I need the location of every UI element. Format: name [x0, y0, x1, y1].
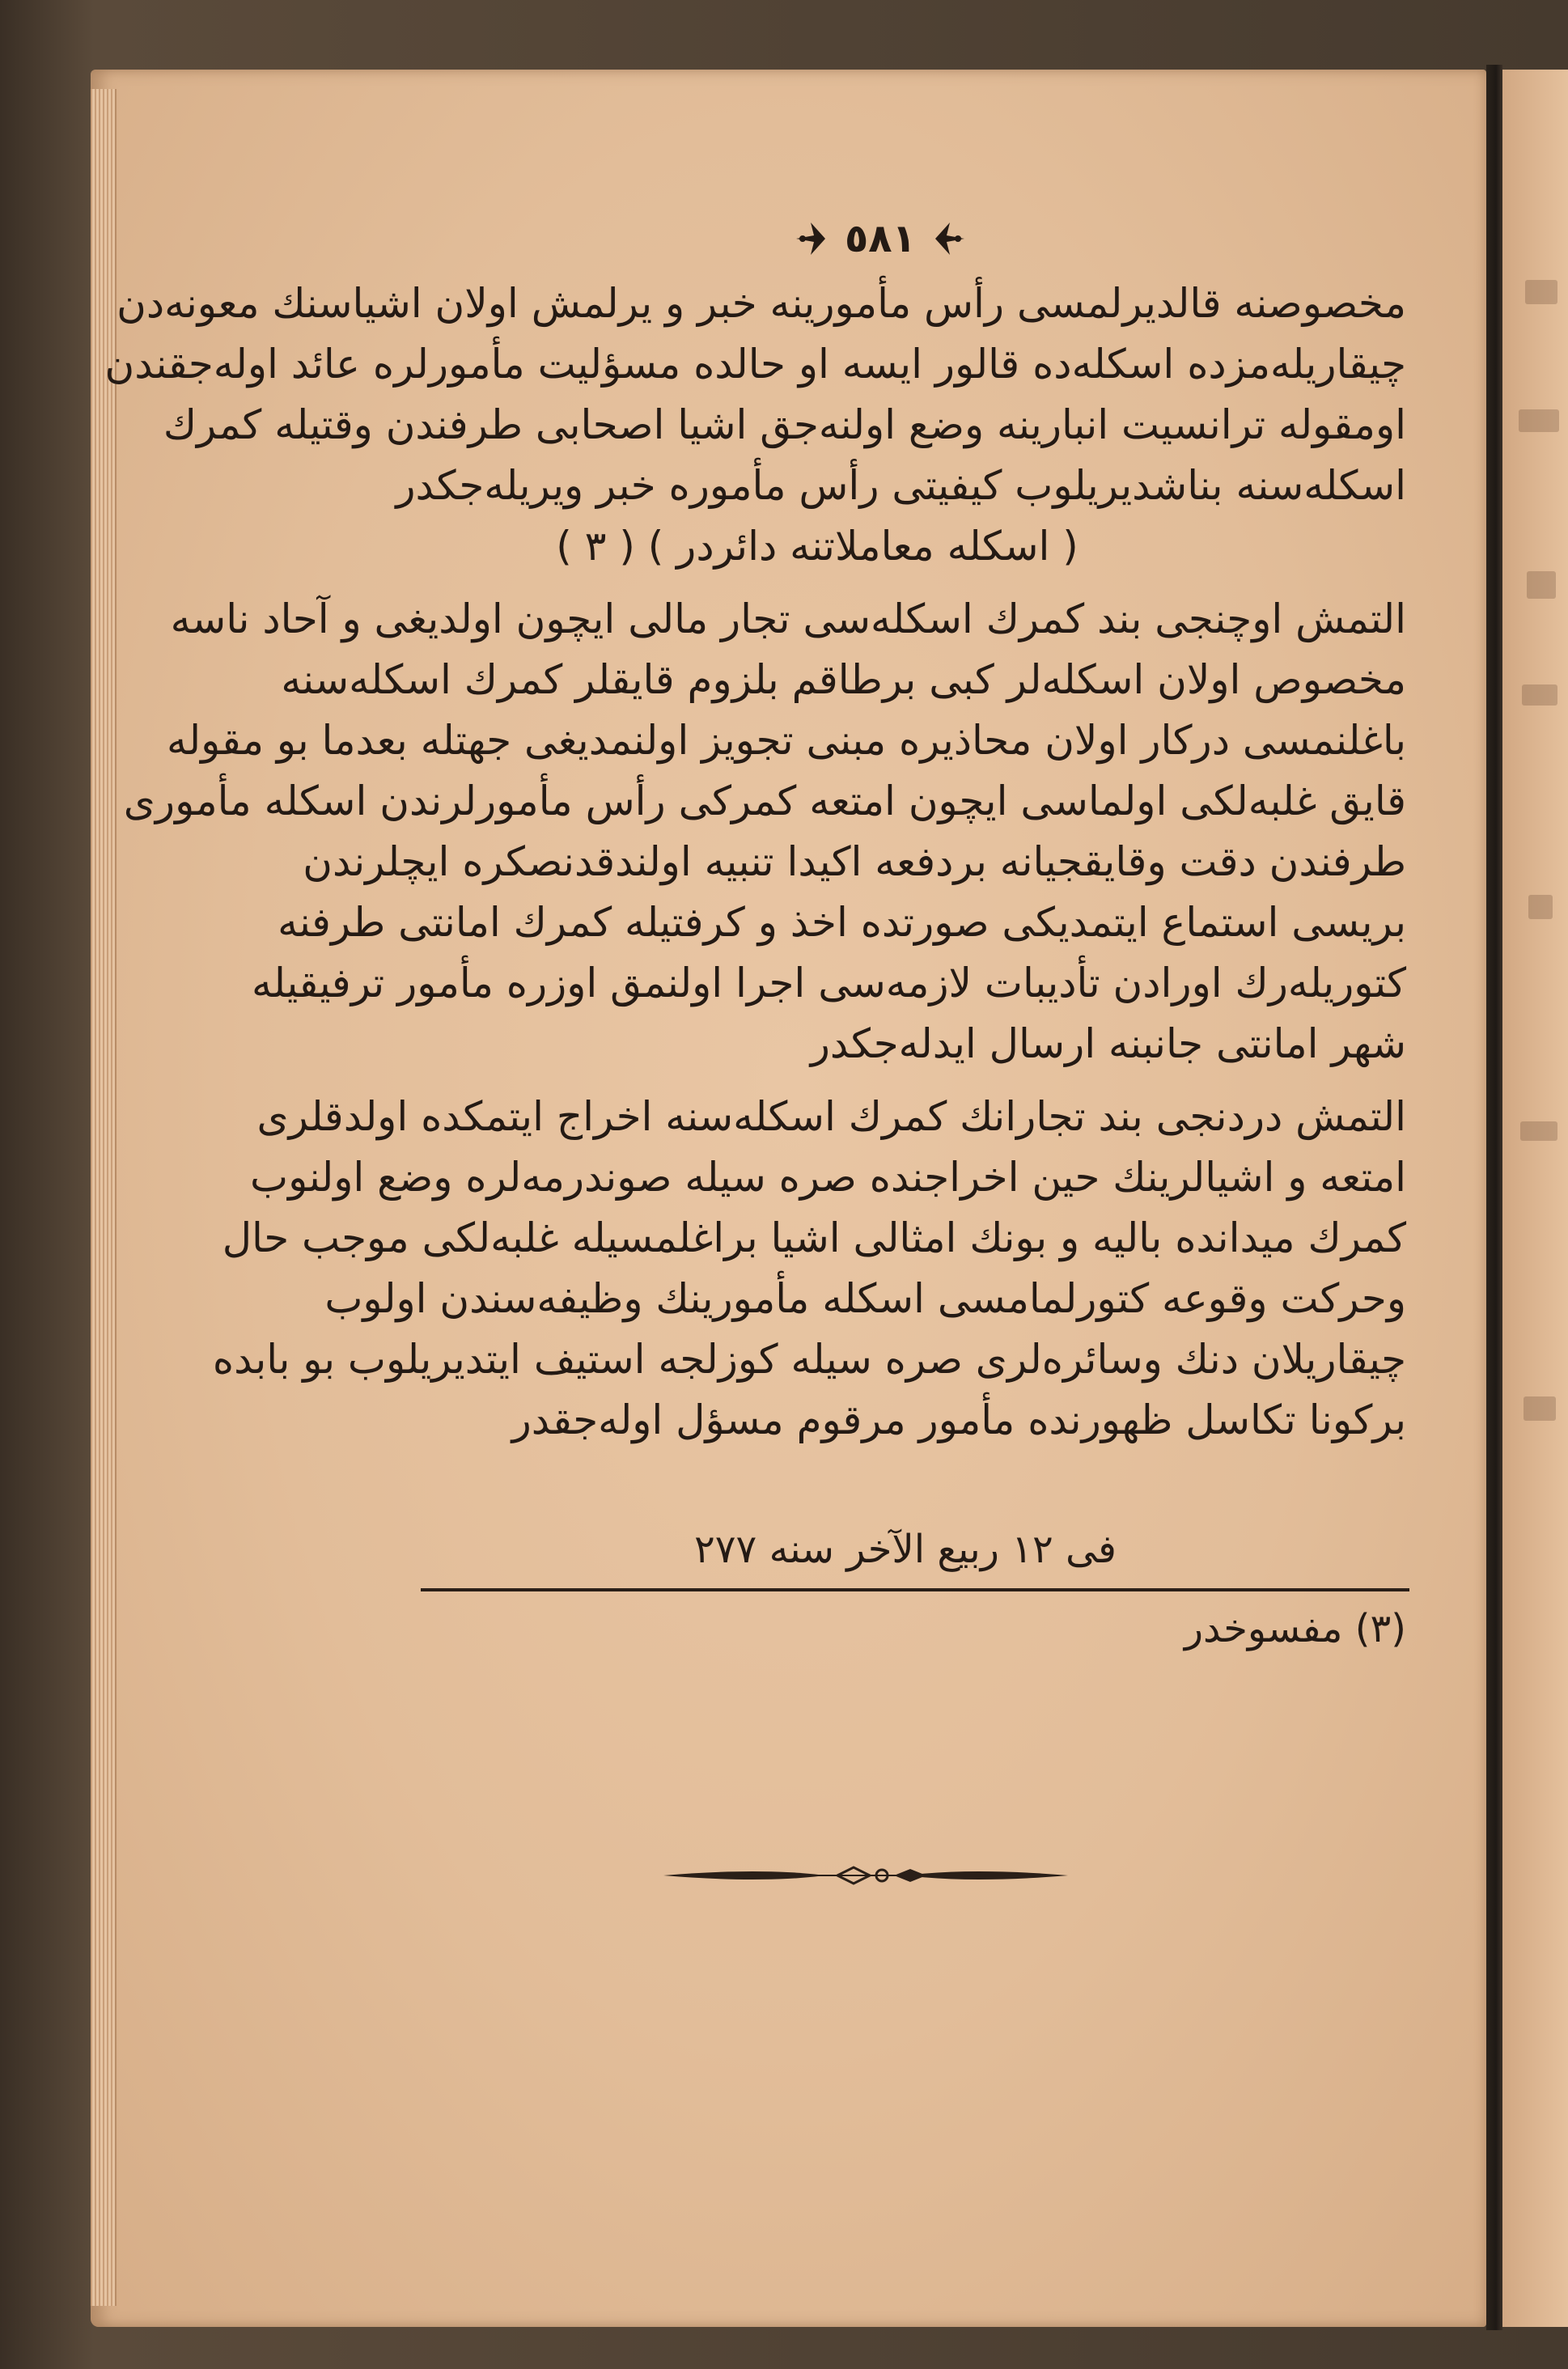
text-line: اومقوله ترانسیت انبارینه وضع اولنه‌جق اشیا اصحابی طرفندن وقتیله کمرك: [163, 401, 1406, 448]
text-line: قایق غلبه‌لکی اولماسی ایچون امتعه کمرکی رأس مأمورلرندن اسکله مأموری: [123, 778, 1406, 824]
text-line: مخصوص اولان اسکله‌لر کبی برطاقم بلزوم قایقلر کمرك اسکله‌سنه: [281, 656, 1406, 703]
text-line: برکونا تکاسل ظهورنده مأمور مرقوم مسؤل اوله‌جقدر: [511, 1396, 1406, 1443]
text-line: چیقاریله‌مزده اسکله‌ده قالور ایسه او حالده مسؤلیت مأمورلره عائد اوله‌جقندن: [104, 341, 1406, 388]
text-line: وحرکت وقوعه کتورلمامسی اسکله مأمورینك وظیفه‌سندن اولوب: [324, 1275, 1406, 1322]
text-line: التمش اوچنجی بند کمرك اسکله‌سی تجار مالی ایچون اولدیغی و آحاد ناسه: [170, 595, 1406, 642]
text-line: اسکله‌سنه بناشدیریلوب کیفیتی رأس مأموره خبر ویریله‌جکدر: [396, 462, 1406, 509]
page-edge-stack: [91, 89, 117, 2306]
book-gutter: [1486, 65, 1502, 2330]
text-line: شهر امانتی جانبنه ارسال اید‌له‌جکدر: [810, 1020, 1406, 1067]
right-ornament-icon: [932, 216, 968, 261]
footnote: (٣) مفسوخدر: [1184, 1606, 1406, 1651]
text-line: امتعه و اشیالرینك حین اخراجنده صره سیله صوندرمه‌لره وضع اولنوب: [250, 1154, 1406, 1201]
text-line: طرفندن دقت وقایقجیانه بردفعه اکیدا تنبیه اولندقدنصکره ایچلرندن: [303, 838, 1406, 885]
text-line: باغلنمسی درکار اولان محاذیره مبنی تجویز اولنمدیغی جهتله بعدما بو مقوله: [167, 717, 1406, 764]
adjacent-page-edge: [1502, 70, 1568, 2327]
page-header: [793, 206, 968, 271]
left-ornament-icon: [793, 216, 828, 261]
text-line: التمش دردنجی بند تجارانك کمرك اسکله‌سنه اخراج ایتمکده اولدقلری: [256, 1093, 1406, 1140]
text-line: بریسی استماع ایتمدیکی صورتده اخذ و کرفتیله کمرك امانتی طرفنه: [278, 899, 1406, 946]
text-line: کتوریله‌رك اورادن تأدیبات لازمه‌سی اجرا اولنمق اوزره مأمور ترفیقیله: [251, 960, 1406, 1007]
text-line: مخصوصنه قالدیرلمسی رأس مأمورینه خبر و یرلمش اولان اشیاسنك معونه‌دن: [117, 280, 1406, 327]
section-heading: ( اسکله معاملاتنه دائردر ) ( ٣ ): [556, 523, 1079, 570]
closing-fleuron-icon: [663, 1859, 1068, 1892]
text-line: چیقاریلان دنك وسائره‌لری صره سیله کوزلجه استیف ایتدیریلوب بو بابده: [212, 1336, 1406, 1383]
text-line: کمرك میدانده بالیه و بونك امثالی اشیا براغلمسیله غلبه‌لکی موجب حال: [222, 1214, 1406, 1261]
footnote-rule: [421, 1588, 1409, 1591]
page-number: ٥٨١: [845, 216, 916, 261]
date-line: فی ١٢ ربیع الآخر سنه ٢٧٧: [693, 1527, 1117, 1572]
